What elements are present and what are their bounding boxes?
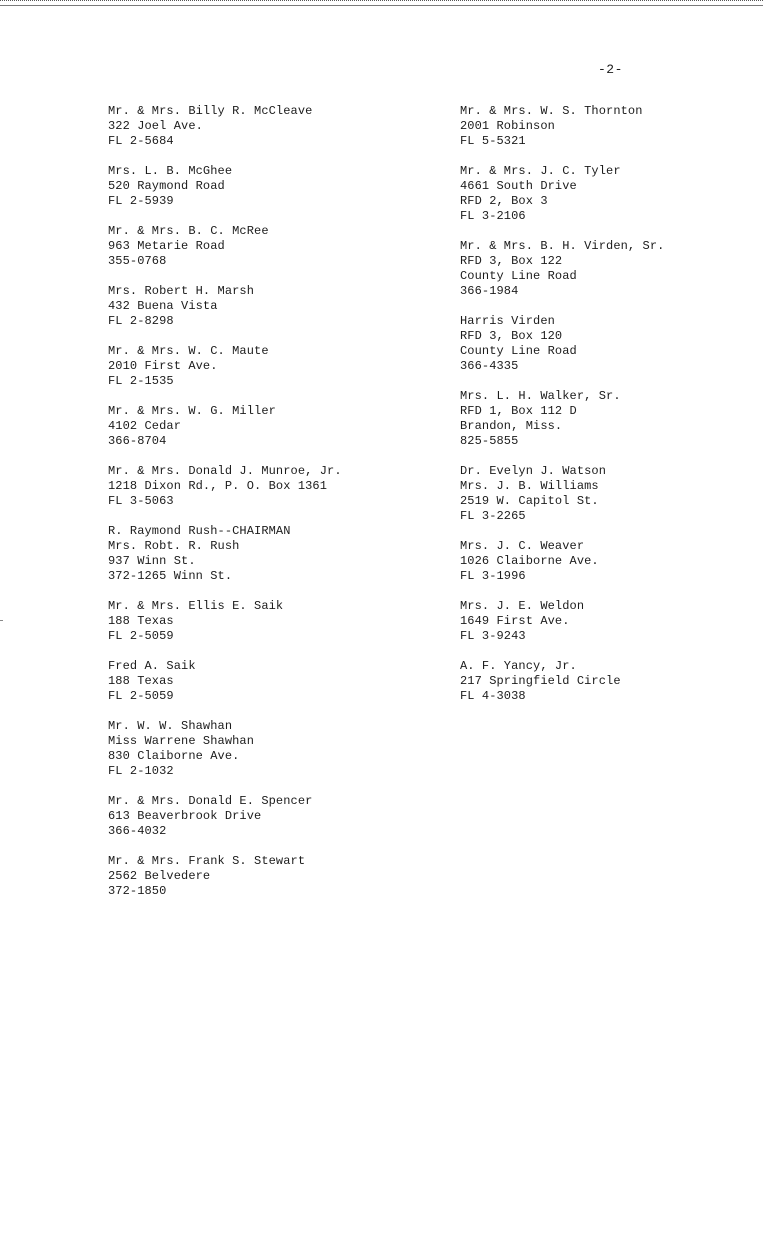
entry-detail-line: 830 Claiborne Ave. [108,749,240,763]
directory-entry [108,464,438,509]
entry-detail-line: 366-4032 [108,824,167,838]
entry-name: Mrs. L. B. McGhee [108,164,233,178]
perforated-top-edge [0,0,763,6]
entry-detail-line: Mrs. J. B. Williams [460,479,599,493]
entry-detail-line: 2562 Belvedere [108,869,211,883]
entry-detail-line: 1649 First Ave. [460,614,570,628]
directory-entry [108,404,438,449]
entry-detail-line: 322 Joel Ave. [108,119,203,133]
directory-entry [460,104,760,149]
entry-name: Mr. & Mrs. B. H. Virden, Sr. [460,239,665,253]
entry-detail-line: FL 3-1996 [460,569,526,583]
entry-detail-line: FL 5-5321 [460,134,526,148]
entry-detail-line: Brandon, Miss. [460,419,563,433]
directory-entry [460,239,760,299]
entry-detail-line: 366-1984 [460,284,519,298]
entry-name: Mr. & Mrs. B. C. McRee [108,224,269,238]
directory-entry [108,224,438,269]
entry-name: Mr. & Mrs. Frank S. Stewart [108,854,306,868]
entry-detail-line: 937 Winn St. [108,554,196,568]
entry-detail-line: RFD 3, Box 122 [460,254,563,268]
entry-detail-line: 4661 South Drive [460,179,577,193]
entry-detail-line: 432 Buena Vista [108,299,218,313]
directory-entry [108,164,438,209]
entry-name: Mr. & Mrs. W. S. Thornton [460,104,643,118]
directory-entry [108,104,438,149]
entry-detail-line: 4102 Cedar [108,419,182,433]
entry-detail-line: FL 3-5063 [108,494,174,508]
entry-name: Mr. & Mrs. W. G. Miller [108,404,276,418]
entry-detail-line: FL 3-9243 [460,629,526,643]
directory-entry [108,284,438,329]
entry-detail-line: 2001 Robinson [460,119,555,133]
entry-detail-line: 372-1265 Winn St. [108,569,233,583]
left-directory-column [108,104,438,914]
entry-detail-line: 355-0768 [108,254,167,268]
entry-detail-line: FL 2-5684 [108,134,174,148]
entry-detail-line: 188 Texas [108,674,174,688]
entry-name: R. Raymond Rush--CHAIRMAN [108,524,291,538]
entry-detail-line: 1218 Dixon Rd., P. O. Box 1361 [108,479,328,493]
entry-detail-line: County Line Road [460,344,577,358]
directory-entry [460,314,760,374]
entry-detail-line: 2519 W. Capitol St. [460,494,599,508]
entry-detail-line: 613 Beaverbrook Drive [108,809,262,823]
directory-entry [460,599,760,644]
entry-detail-line: 217 Springfield Circle [460,674,621,688]
entry-detail-line: FL 2-1535 [108,374,174,388]
entry-name: Mr. & Mrs. Billy R. McCleave [108,104,313,118]
entry-detail-line: 825-5855 [460,434,519,448]
entry-name: Mr. W. W. Shawhan [108,719,233,733]
entry-detail-line: FL 3-2106 [460,209,526,223]
entry-name: Mr. & Mrs. Donald J. Munroe, Jr. [108,464,342,478]
directory-entry [108,794,438,839]
entry-name: Mrs. L. H. Walker, Sr. [460,389,621,403]
left-edge-mark [0,620,3,621]
directory-entry [108,719,438,779]
entry-detail-line: 366-4335 [460,359,519,373]
page-number: -2- [598,62,623,77]
entry-detail-line: Miss Warrene Shawhan [108,734,255,748]
entry-detail-line: FL 4-3038 [460,689,526,703]
entry-detail-line: FL 2-1032 [108,764,174,778]
entry-detail-line: 366-8704 [108,434,167,448]
directory-entry [108,659,438,704]
entry-detail-line: RFD 3, Box 120 [460,329,563,343]
entry-name: Mrs. Robert H. Marsh [108,284,255,298]
entry-detail-line: RFD 1, Box 112 D [460,404,577,418]
entry-detail-line: 1026 Claiborne Ave. [460,554,599,568]
entry-detail-line: FL 3-2265 [460,509,526,523]
directory-entry [108,599,438,644]
entry-detail-line: Mrs. Robt. R. Rush [108,539,240,553]
entry-detail-line: 188 Texas [108,614,174,628]
entry-name: Mrs. J. C. Weaver [460,539,585,553]
entry-detail-line: County Line Road [460,269,577,283]
entry-detail-line: FL 2-5059 [108,629,174,643]
entry-name: A. F. Yancy, Jr. [460,659,577,673]
entry-detail-line: 372-1850 [108,884,167,898]
directory-entry [460,464,760,524]
entry-detail-line: 963 Metarie Road [108,239,225,253]
directory-entry [460,389,760,449]
directory-entry [108,854,438,899]
entry-detail-line: RFD 2, Box 3 [460,194,548,208]
entry-name: Mr. & Mrs. Donald E. Spencer [108,794,313,808]
entry-detail-line: FL 2-5059 [108,689,174,703]
entry-name: Harris Virden [460,314,555,328]
entry-detail-line: 2010 First Ave. [108,359,218,373]
entry-name: Mr. & Mrs. J. C. Tyler [460,164,621,178]
entry-detail-line: 520 Raymond Road [108,179,225,193]
entry-name: Mr. & Mrs. Ellis E. Saik [108,599,284,613]
entry-detail-line: FL 2-8298 [108,314,174,328]
directory-entry [460,164,760,224]
directory-entry [108,344,438,389]
entry-detail-line: FL 2-5939 [108,194,174,208]
directory-entry [460,659,760,704]
directory-entry [108,524,438,584]
entry-name: Mr. & Mrs. W. C. Maute [108,344,269,358]
entry-name: Mrs. J. E. Weldon [460,599,585,613]
right-directory-column [460,104,760,719]
entry-name: Fred A. Saik [108,659,196,673]
entry-name: Dr. Evelyn J. Watson [460,464,607,478]
directory-entry [460,539,760,584]
